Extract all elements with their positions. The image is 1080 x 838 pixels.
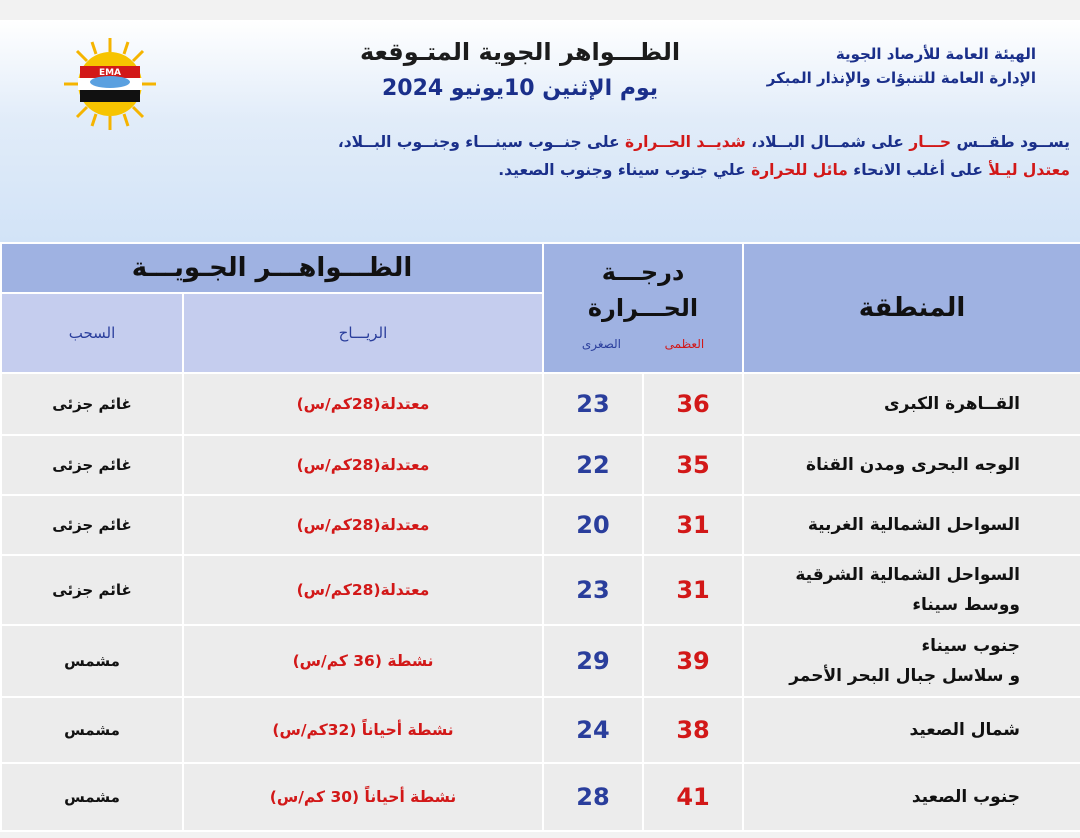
min-temp-cell: 23	[543, 555, 643, 625]
max-temp-cell: 39	[643, 625, 743, 697]
ema-logo-sun-icon	[62, 36, 158, 132]
wind-cell: معتدلة(28كم/س)	[183, 495, 543, 555]
org-line-2: الإدارة العامة للتنبؤات والإنذار المبكر	[766, 69, 1036, 87]
region-cell: جنوب الصعيد	[743, 763, 1080, 831]
summary-highlight: معتدل ليـلأ	[988, 161, 1070, 179]
max-temp-cell: 41	[643, 763, 743, 831]
clouds-cell: مشمس	[1, 763, 183, 831]
wind-cell: نشطة أحياناً (30 كم/س)	[183, 763, 543, 831]
table-row	[1, 435, 1080, 495]
max-temp-cell: 31	[643, 555, 743, 625]
region-line-2: و سلاسل جبال البحر الأحمر	[789, 666, 1021, 686]
summary-highlight: مائل للحرارة	[751, 161, 848, 179]
summary-text: على شمــال البــلاد،	[745, 133, 910, 151]
summary-text: على جنــوب سينـــاء وجنــوب البــلاد،	[337, 133, 626, 151]
header-region: المنطقة	[743, 243, 1080, 373]
region-cell: السواحل الشمالية الغربية	[743, 495, 1080, 555]
wind-cell: معتدلة(28كم/س)	[183, 435, 543, 495]
region-line-1: جنوب سيناء	[921, 636, 1021, 656]
header-clouds: السحب	[1, 293, 183, 373]
header-temperature	[543, 243, 743, 373]
table-row	[1, 495, 1080, 555]
region-line-1: السواحل الشمالية الشرقية	[795, 565, 1021, 585]
min-temp-cell: 24	[543, 697, 643, 763]
clouds-cell: غائم جزئى	[1, 555, 183, 625]
wind-cell: نشطة (36 كم/س)	[183, 625, 543, 697]
forecast-date: يوم الإثنين 10يونيو 2024	[381, 76, 659, 101]
header-phenomena: الظـــواهـــر الجـويـــة	[1, 243, 543, 293]
table-row	[1, 373, 1080, 435]
table-row	[1, 625, 1080, 697]
forecast-header	[0, 20, 1080, 242]
weather-summary	[30, 128, 1070, 184]
wind-cell: نشطة أحياناً (32كم/س)	[183, 697, 543, 763]
header-max: العظمى	[664, 337, 705, 351]
max-temp-cell: 31	[643, 495, 743, 555]
min-temp-cell: 29	[543, 625, 643, 697]
forecast-table	[0, 242, 1080, 832]
min-temp-cell: 20	[543, 495, 643, 555]
summary-text: يســود طقــس	[951, 133, 1070, 151]
table-row	[1, 697, 1080, 763]
max-temp-cell: 38	[643, 697, 743, 763]
org-line-1: الهيئة العامة للأرصاد الجوية	[835, 45, 1036, 63]
min-temp-cell: 28	[543, 763, 643, 831]
forecast-page	[0, 20, 1080, 832]
wind-cell: معتدلة(28كم/س)	[183, 373, 543, 435]
min-temp-cell: 22	[543, 435, 643, 495]
clouds-cell: غائم جزئى	[1, 435, 183, 495]
region-cell	[743, 625, 1080, 697]
wind-cell: معتدلة(28كم/س)	[183, 555, 543, 625]
max-temp-cell: 35	[643, 435, 743, 495]
region-cell: الوجه البحرى ومدن القناة	[743, 435, 1080, 495]
svg-text:EMA: EMA	[98, 68, 122, 78]
clouds-cell: غائم جزئى	[1, 373, 183, 435]
min-temp-cell: 23	[543, 373, 643, 435]
region-cell: القــاهرة الكبرى	[743, 373, 1080, 435]
table-row	[1, 763, 1080, 831]
max-temp-cell: 36	[643, 373, 743, 435]
region-line-2: ووسط سيناء	[912, 595, 1021, 615]
page-title: الظـــواهر الجوية المتـوقعة	[359, 38, 681, 66]
summary-highlight: حـــار	[909, 133, 952, 151]
summary-highlight: شديــد الحــرارة	[625, 133, 746, 151]
summary-text: على أغلب الانحاء	[847, 161, 989, 179]
region-cell: شمال الصعيد	[743, 697, 1080, 763]
organization-name	[736, 42, 1036, 90]
summary-text: علي جنوب سيناء وجنوب الصعيد.	[498, 161, 752, 179]
header-min: الصغرى	[581, 337, 622, 351]
clouds-cell: مشمس	[1, 697, 183, 763]
clouds-cell: غائم جزئى	[1, 495, 183, 555]
table-row	[1, 555, 1080, 625]
clouds-cell: مشمس	[1, 625, 183, 697]
region-cell	[743, 555, 1080, 625]
header-wind: الريـــاح	[183, 293, 543, 373]
temperature-label: درجـــة الحـــرارة	[587, 258, 699, 322]
